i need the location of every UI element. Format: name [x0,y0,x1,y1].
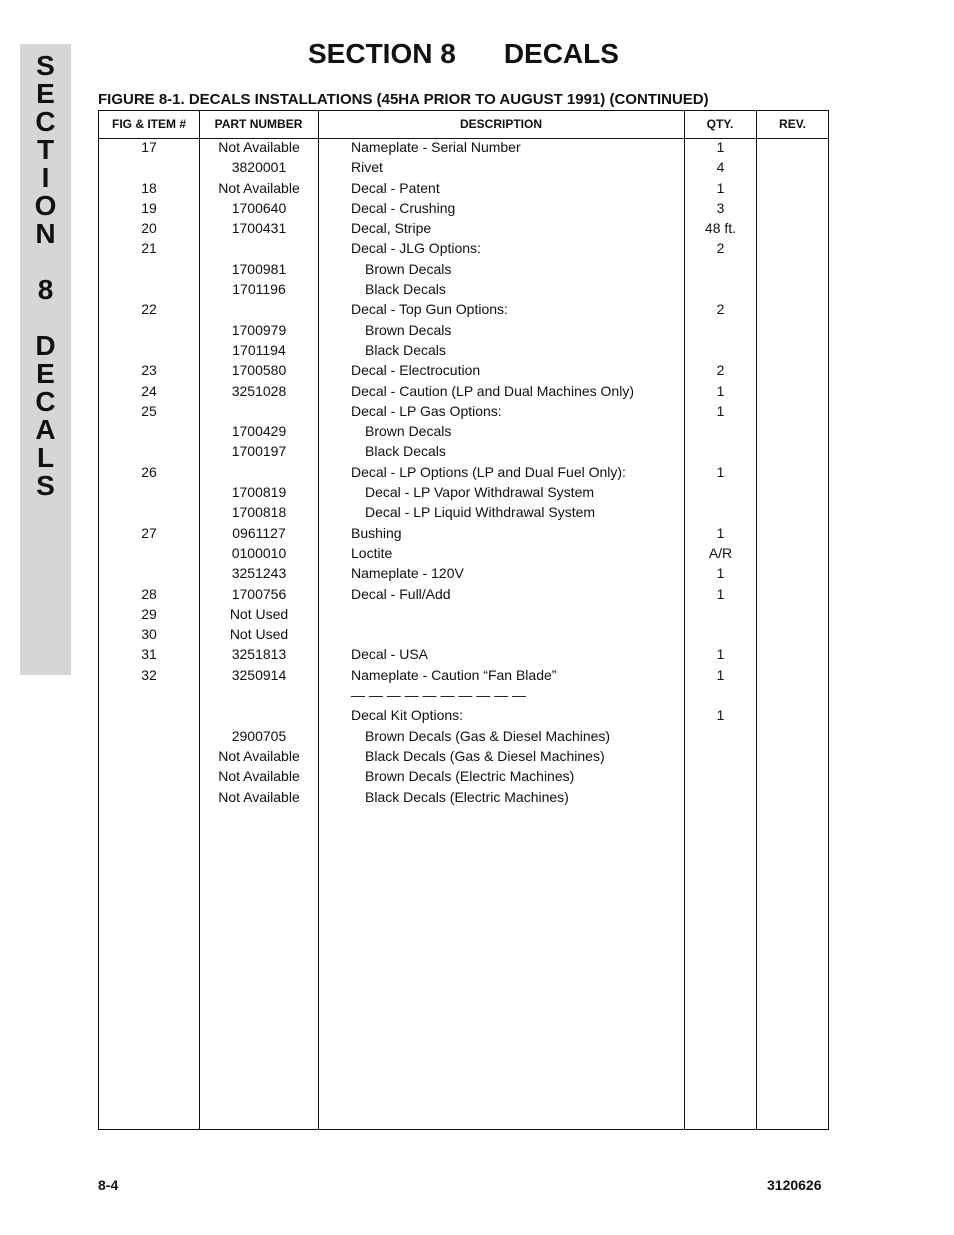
table-row [99,726,828,746]
section-side-tab [20,44,71,675]
column-header-part: PART NUMBER [214,117,303,131]
fig-cell: 29 [141,605,157,622]
description-cell: Decal - USA [351,646,429,663]
description-cell: Rivet [351,159,383,176]
column-header-qty: QTY. [706,117,734,131]
side-tab-letter: N [35,218,56,249]
table-row [99,644,828,664]
part-number-cell: 0100010 [231,544,287,561]
table-row [99,584,828,604]
description-cell: Decal, Stripe [351,220,432,237]
qty-cell: 1 [716,666,725,683]
fig-cell: 24 [141,382,157,399]
description-cell: Decal Kit Options: [351,707,464,724]
side-tab-letter: E [36,358,55,389]
description-cell: Brown Decals [365,260,452,277]
description-cell: Brown Decals (Gas & Diesel Machines) [365,727,611,744]
part-number-cell: Not Available [218,747,300,764]
description-cell: Black Decals (Gas & Diesel Machines) [365,747,605,764]
part-number-cell: Not Used [229,626,289,643]
table-row [99,482,828,502]
side-tab-letter: L [36,442,55,473]
part-number-cell: 1700431 [231,220,287,237]
qty-cell: A/R [708,544,733,561]
table-row [99,624,828,644]
fig-cell: 32 [141,666,157,683]
table-row [99,238,828,258]
qty-cell: 2 [716,301,725,318]
part-number-cell: 3251813 [231,646,287,663]
table-row [99,746,828,766]
part-number-cell: 1700981 [231,260,287,277]
parts-table [98,110,829,1130]
fig-cell: 28 [141,585,157,602]
qty-cell: 1 [716,463,725,480]
qty-cell: 2 [716,362,725,379]
table-row [99,523,828,543]
description-cell: Decal - LP Liquid Withdrawal System [365,504,596,521]
part-number-cell: 2900705 [231,727,287,744]
column-header-rev: REV. [779,117,806,131]
table-row [99,218,828,238]
page-number: 8-4 [98,1177,119,1193]
page-title [308,38,619,70]
side-tab-letter: E [36,78,55,109]
part-number-cell: 1701194 [232,341,286,358]
part-number-cell: 1700819 [231,484,287,501]
table-row [99,685,828,705]
part-number-cell: 3251243 [231,565,287,582]
side-tab-letter: S [36,50,55,81]
column-header-fig: FIG & ITEM # [111,117,186,131]
table-row [99,259,828,279]
table-row [99,665,828,685]
description-cell: Nameplate - Caution “Fan Blade” [351,666,557,683]
part-number-cell: 3251028 [231,382,287,399]
description-cell: Black Decals [365,443,446,460]
qty-cell: 1 [716,707,725,724]
table-row [99,462,828,482]
table-row [99,421,828,441]
table-row [99,157,828,177]
fig-cell: 18 [141,179,157,196]
table-row [99,604,828,624]
description-cell: Decal - LP Gas Options: [351,402,502,419]
side-tab-letter: O [34,190,57,221]
part-number-cell: 1700756 [231,585,287,602]
part-number-cell: Not Available [218,139,300,155]
table-row [99,705,828,725]
fig-cell: 30 [141,626,157,643]
part-number-cell: 0961127 [232,524,286,541]
part-number-cell: Not Available [218,179,300,196]
table-row [99,502,828,522]
part-number-cell: Not Used [229,605,289,622]
table-body [99,137,828,807]
side-tab-letter: 8 [37,274,54,305]
description-cell: Decal - Patent [351,179,440,196]
fig-cell: 27 [141,524,157,541]
description-cell: Decal - Electrocution [351,362,481,379]
table-row [99,279,828,299]
description-cell: Loctite [351,544,393,561]
table-row [99,787,828,807]
table-row [99,137,828,157]
part-number-cell: 1700979 [231,321,287,338]
description-cell: Nameplate - 120V [351,565,464,582]
description-cell: Brown Decals [365,321,452,338]
part-number-cell: 1701196 [232,281,286,298]
description-cell: Decal - Caution (LP and Dual Machines Only) [351,382,634,399]
part-number-cell: 1700197 [231,443,287,460]
description-cell: Decal - LP Vapor Withdrawal System [365,484,595,501]
part-number-cell: 1700580 [231,362,287,379]
side-tab-letter: D [35,330,56,361]
qty-cell: 1 [716,179,725,196]
description-cell: Decal - Full/Add [351,585,451,602]
side-tab-letter: C [35,386,56,417]
description-cell: Decal - Top Gun Options: [351,301,508,318]
qty-cell: 1 [716,585,725,602]
description-cell: Brown Decals (Electric Machines) [365,768,575,785]
table-row [99,198,828,218]
description-cell: Black Decals [365,341,446,358]
fig-cell: 26 [141,463,157,480]
qty-cell: 1 [716,524,725,541]
qty-cell: 1 [716,382,725,399]
qty-cell: 1 [716,402,725,419]
description-cell: Decal - LP Options (LP and Dual Fuel Only): [351,463,626,480]
fig-cell: 19 [141,199,157,216]
description-cell: Decal - Crushing [351,199,456,216]
section-label: SECTION 8 [308,38,456,69]
table-row [99,381,828,401]
table-row [99,360,828,380]
description-cell: Nameplate - Serial Number [351,139,521,155]
part-number-cell: 3250914 [231,666,287,683]
table-row [99,340,828,360]
side-tab-letter: S [36,470,55,501]
side-tab-letter: C [35,106,56,137]
part-number-cell: 1700818 [231,504,287,521]
fig-cell: 22 [141,301,157,318]
qty-cell: 2 [716,240,725,257]
fig-cell: 25 [141,402,157,419]
side-tab-letter: A [35,414,56,445]
fig-cell: 17 [141,139,157,155]
table-row [99,401,828,421]
side-tab-letter: I [41,162,50,193]
table-row [99,441,828,461]
fig-cell: 20 [141,220,157,237]
description-cell: — — — — — — — — — — [351,687,527,704]
qty-cell: 1 [716,565,725,582]
table-row [99,766,828,786]
qty-cell: 1 [716,646,725,663]
table-row [99,178,828,198]
part-number-cell: 1700429 [231,423,287,440]
qty-cell: 4 [716,159,725,176]
fig-cell: 23 [141,362,157,379]
part-number-cell: 3820001 [231,159,287,176]
description-cell: Decal - JLG Options: [351,240,481,257]
part-number-cell: Not Available [218,788,300,805]
qty-cell: 48 ft. [704,220,737,237]
column-header-description: DESCRIPTION [459,117,542,131]
table-row [99,299,828,319]
fig-cell: 31 [141,646,157,663]
figure-title: FIGURE 8-1. DECALS INSTALLATIONS (45HA PRIOR TO AUGUST 1991) (CONTINUED) [98,91,709,108]
qty-cell: 1 [716,139,725,155]
side-tab-letter: T [36,134,55,165]
part-number-cell: Not Available [218,768,300,785]
table-row [99,320,828,340]
section-name: DECALS [503,38,619,69]
description-cell: Black Decals (Electric Machines) [365,788,569,805]
table-row [99,543,828,563]
document-number: 3120626 [767,1177,822,1193]
description-cell: Black Decals [365,281,446,298]
qty-cell: 3 [716,199,725,216]
part-number-cell: 1700640 [231,199,287,216]
table-row [99,563,828,583]
fig-cell: 21 [141,240,157,257]
description-cell: Brown Decals [365,423,452,440]
description-cell: Bushing [351,524,402,541]
side-tab-letters [20,52,71,500]
